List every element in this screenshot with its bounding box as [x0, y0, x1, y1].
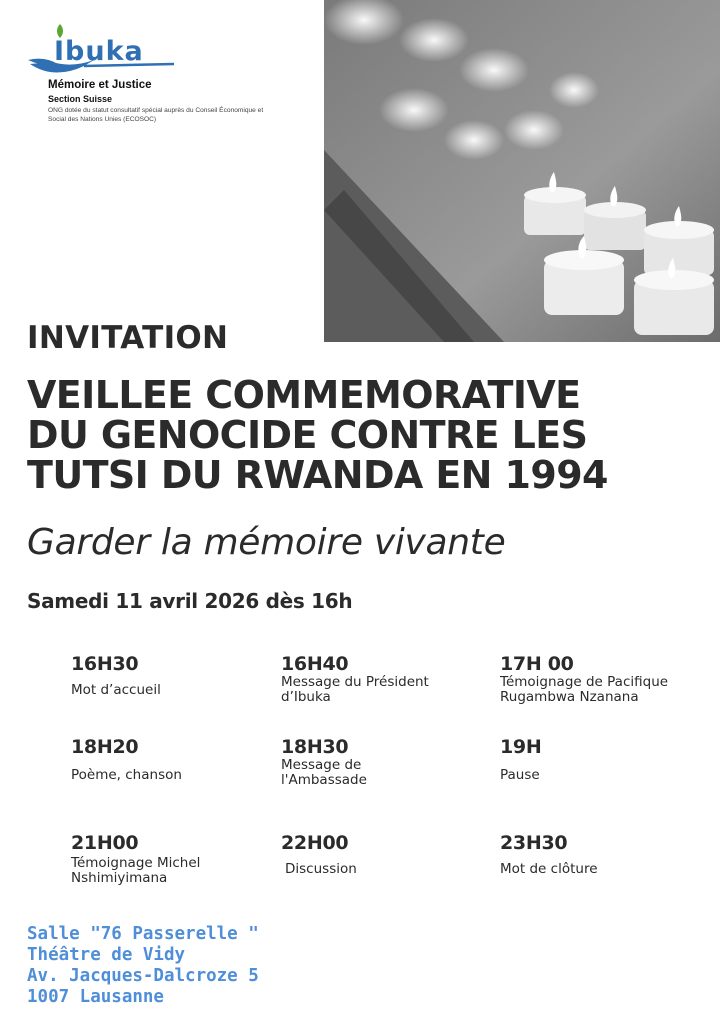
- schedule-item: [71, 653, 281, 698]
- schedule-item: [281, 653, 451, 705]
- schedule-description: Pause: [500, 767, 540, 783]
- schedule-time: 18H30: [281, 736, 349, 758]
- event-title-line: VEILLEE COMMEMORATIVE: [27, 373, 581, 417]
- event-title: [27, 375, 717, 495]
- address-line: 1007 Lausanne: [27, 987, 164, 1007]
- schedule-description: Message de l'Ambassade: [281, 757, 367, 788]
- schedule-time: 18H20: [71, 736, 139, 758]
- event-title-line: DU GENOCIDE CONTRE LES: [27, 413, 588, 457]
- schedule-item: [281, 832, 491, 877]
- event-title-line: TUTSI DU RWANDA EN 1994: [27, 453, 608, 497]
- schedule-time: 21H00: [71, 832, 139, 854]
- schedule-item: [281, 736, 401, 788]
- invitation-label: INVITATION: [27, 320, 229, 356]
- address-line: Av. Jacques-Dalcroze 5: [27, 966, 259, 986]
- schedule-item: [500, 832, 710, 877]
- schedule-description: Mot d’accueil: [71, 682, 161, 698]
- schedule-item: [500, 736, 710, 783]
- schedule-description: Témoignage de Pacifique Rugambwa Nzanana: [500, 674, 669, 705]
- logo-wordmark: Ibuka: [54, 36, 144, 67]
- event-subtitle: Garder la mémoire vivante: [27, 522, 506, 563]
- schedule-time: 16H40: [281, 653, 349, 675]
- event-date: Samedi 11 avril 2026 dès 16h: [27, 589, 353, 613]
- schedule-description: Discussion: [285, 861, 357, 877]
- logo-section: Section Suisse: [48, 94, 113, 104]
- schedule-description: Poème, chanson: [71, 767, 182, 783]
- logo-status-note: ONG dotée du statut consultatif spécial auprès du Conseil Économique et Social des Nations Unies (ECOSOC): [48, 107, 264, 123]
- schedule-description: Message du Président d’Ibuka: [281, 674, 429, 705]
- schedule-description: Témoignage Michel Nshimiyimana: [71, 855, 201, 886]
- schedule-time: 22H00: [281, 832, 349, 854]
- ibuka-logo: [24, 20, 324, 140]
- schedule-time: 19H: [500, 736, 542, 758]
- schedule-item: [71, 832, 241, 886]
- venue-address: [27, 924, 259, 1008]
- address-line: Salle "76 Passerelle ": [27, 924, 259, 944]
- schedule-item: [71, 736, 281, 783]
- schedule-time: 16H30: [71, 653, 139, 675]
- logo-tagline: Mémoire et Justice: [48, 79, 152, 91]
- schedule-description: Mot de clôture: [500, 861, 598, 877]
- schedule-time: 17H 00: [500, 653, 574, 675]
- schedule-time: 23H30: [500, 832, 568, 854]
- address-line: Théâtre de Vidy: [27, 945, 186, 965]
- schedule-item: [500, 653, 715, 705]
- candles-photo: [324, 0, 720, 342]
